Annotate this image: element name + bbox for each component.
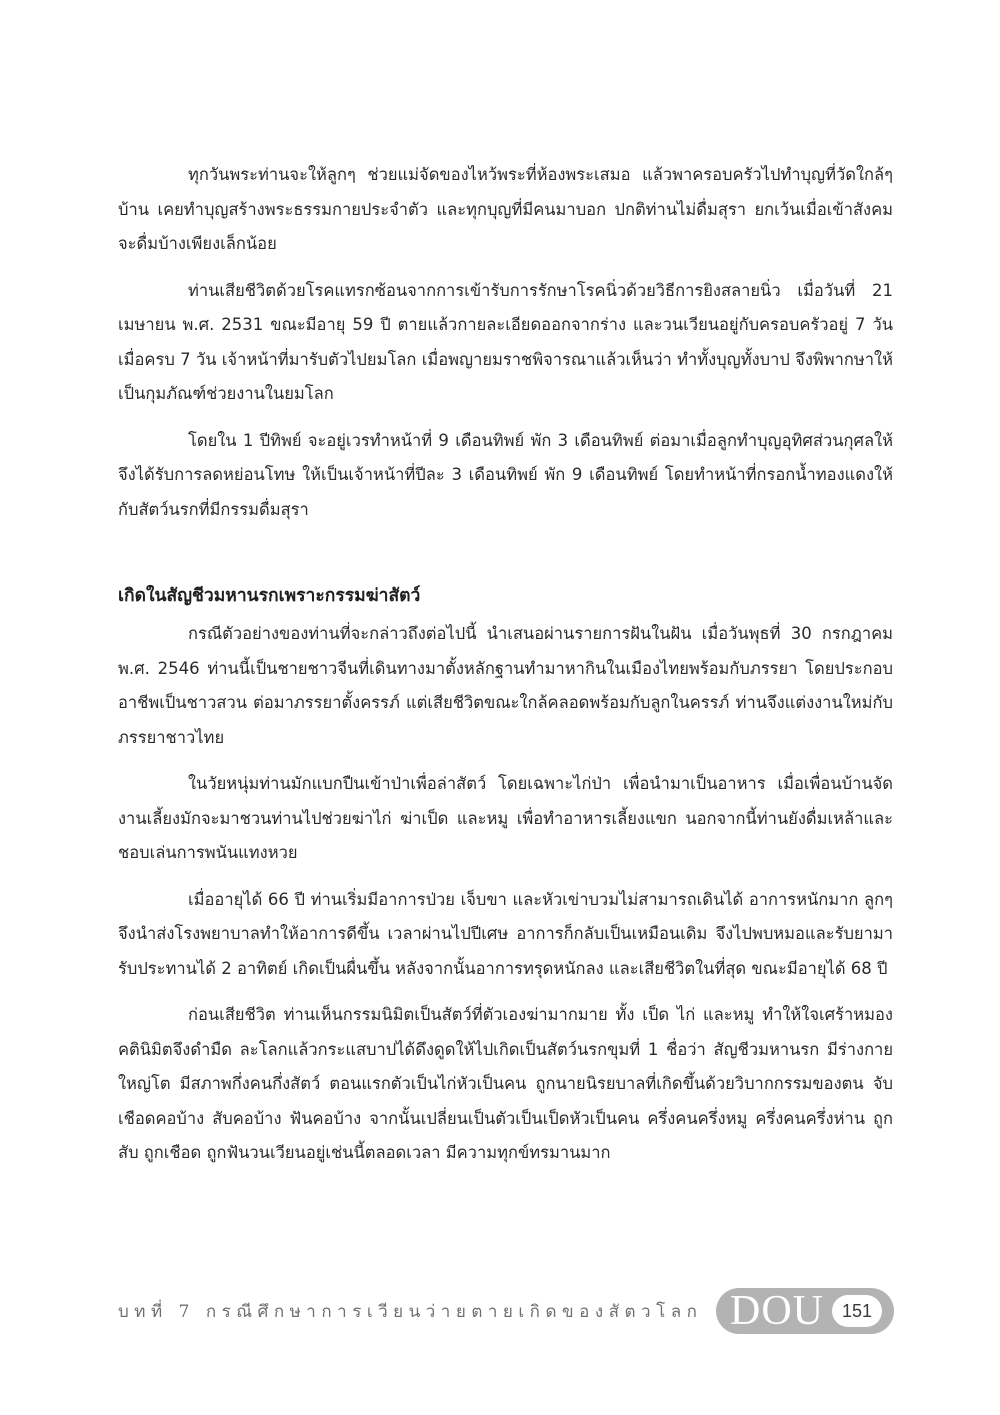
paragraph: ท่านเสียชีวิตด้วยโรคแทรกซ้อนจากการเข้ารับการรักษาโรคนิ่วด้วยวิธีการยิงสลายนิ่ว เมื่อวันที่ 21 เมษายน พ.ศ. 2531 ขณะมีอายุ 59 ปี ตายแล้วกายละเอียดออกจากร่าง และวนเวียนอยู่กับครอบครัวอยู่ 7 วัน เมื่อครบ 7 วัน เจ้าหน้าที่มารับตัวไปยมโลก เมื่อพญายมราชพิจารณาแล้วเห็นว่า ทำทั้งบุญทั้งบาป จึงพิพากษาให้เป็นกุมภัณฑ์ช่วยงานในยมโลก [118,280,893,403]
page-content [118,158,893,1183]
paragraph: โดยใน 1 ปีทิพย์ จะอยู่เวรทำหน้าที่ 9 เดือนทิพย์ พัก 3 เดือนทิพย์ ต่อมาเมื่อลูกทำบุญอุทิศส่วนกุศลให้ จึงได้รับการลดหย่อนโทษ ให้เป็นเจ้าหน้าที่ปีละ 3 เดือนทิพย์ พัก 9 เดือนทิพย์ โดยทำหน้าที่กรอกน้ำทองแดงให้กับสัตว์นรกที่มีกรรมดื่มสุรา [118,430,893,519]
page-footer [118,1288,896,1336]
chapter-title: บทที่ 7 กรณีศึกษาการเวียนว่ายตายเกิดของสัตวโลก [118,1302,703,1322]
footer-badge [716,1288,894,1334]
page-number: 151 [832,1295,882,1327]
paragraph: ก่อนเสียชีวิต ท่านเห็นกรรมนิมิตเป็นสัตว์ที่ตัวเองฆ่ามากมาย ทั้ง เป็ด ไก่ และหมู ทำให้ใจเศร้าหมอง คตินิมิตจึงดำมืด ละโลกแล้วกระแสบาปได้ดึงดูดให้ไปเกิดเป็นสัตว์นรกขุมที่ 1 ชื่อว่า สัญชีวมหานรก มีร่างกายใหญ่โต มีสภาพกึ่งคนกึ่งสัตว์ ตอนแรกตัวเป็นไก่หัวเป็นคน ถูกนายนิรยบาลที่เกิดขึ้นด้วยวิบากกรรมของตน จับเชือดคอบ้าง สับคอบ้าง ฟันคอบ้าง จากนั้นเปลี่ยนเป็นตัวเป็นเป็ดหัวเป็นคน ครึ่งคนครึ่งหมู ครึ่งคนครึ่งห่าน ถูกสับ ถูกเชือด ถูกฟันวนเวียนอยู่เช่นนี้ตลอดเวลา มีความทุกข์ทรมานมาก [118,1005,893,1162]
paragraph: เมื่ออายุได้ 66 ปี ท่านเริ่มมีอาการป่วย เจ็บขา และหัวเข่าบวมไม่สามารถเดินได้ อาการหนักมาก ลูกๆ จึงนำส่งโรงพยาบาลทำให้อาการดีขึ้น เวลาผ่านไปปีเศษ อาการก็กลับเป็นเหมือนเดิม จึงไปพบหมอและรับยามารับประทานได้ 2 อาทิตย์ เกิดเป็นผื่นขึ้น หลังจากนั้นอาการทรุดหนักลง และเสียชีวิตในที่สุด ขณะมีอายุได้ 68 ปี [118,889,893,978]
paragraph: ทุกวันพระท่านจะให้ลูกๆ ช่วยแม่จัดของไหว้พระที่ห้องพระเสมอ แล้วพาครอบครัวไปทำบุญที่วัดใกล้ๆ บ้าน เคยทำบุญสร้างพระธรรมกายประจำตัว และทุกบุญที่มีคนมาบอก ปกติท่านไม่ดื่มสุรา ยกเว้นเมื่อเข้าสังคมจะดื่มบ้างเพียงเล็กน้อย [118,165,893,253]
section-spacer [118,539,893,579]
paragraph: ในวัยหนุ่มท่านมักแบกปืนเข้าป่าเพื่อล่าสัตว์ โดยเฉพาะไก่ป่า เพื่อนำมาเป็นอาหาร เมื่อเพื่อนบ้านจัดงานเลี้ยงมักจะมาชวนท่านไปช่วยฆ่าไก่ ฆ่าเป็ด และหมู เพื่อทำอาหารเลี้ยงแขก นอกจากนี้ท่านยังดื่มเหล้าและชอบเล่นการพนันแทงหวย [118,774,893,862]
paragraph: กรณีตัวอย่างของท่านที่จะกล่าวถึงต่อไปนี้ นำเสนอผ่านรายการฝันในฝัน เมื่อวันพุธที่ 30 กรกฎาคม พ.ศ. 2546 ท่านนี้เป็นชายชาวจีนที่เดินทางมาตั้งหลักฐานทำมาหากินในเมืองไทยพร้อมกับภรรยา โดยประกอบอาชีพเป็นชาวสวน ต่อมาภรรยาตั้งครรภ์ แต่เสียชีวิตขณะใกล้คลอดพร้อมกับลูกในครรภ์ ท่านจึงแต่งงานใหม่กับภรรยาชาวไทย [118,624,893,747]
section-heading: เกิดในสัญชีวมหานรกเพราะกรรมฆ่าสัตว์ [118,586,421,606]
dou-logo: DOU [730,1288,824,1334]
